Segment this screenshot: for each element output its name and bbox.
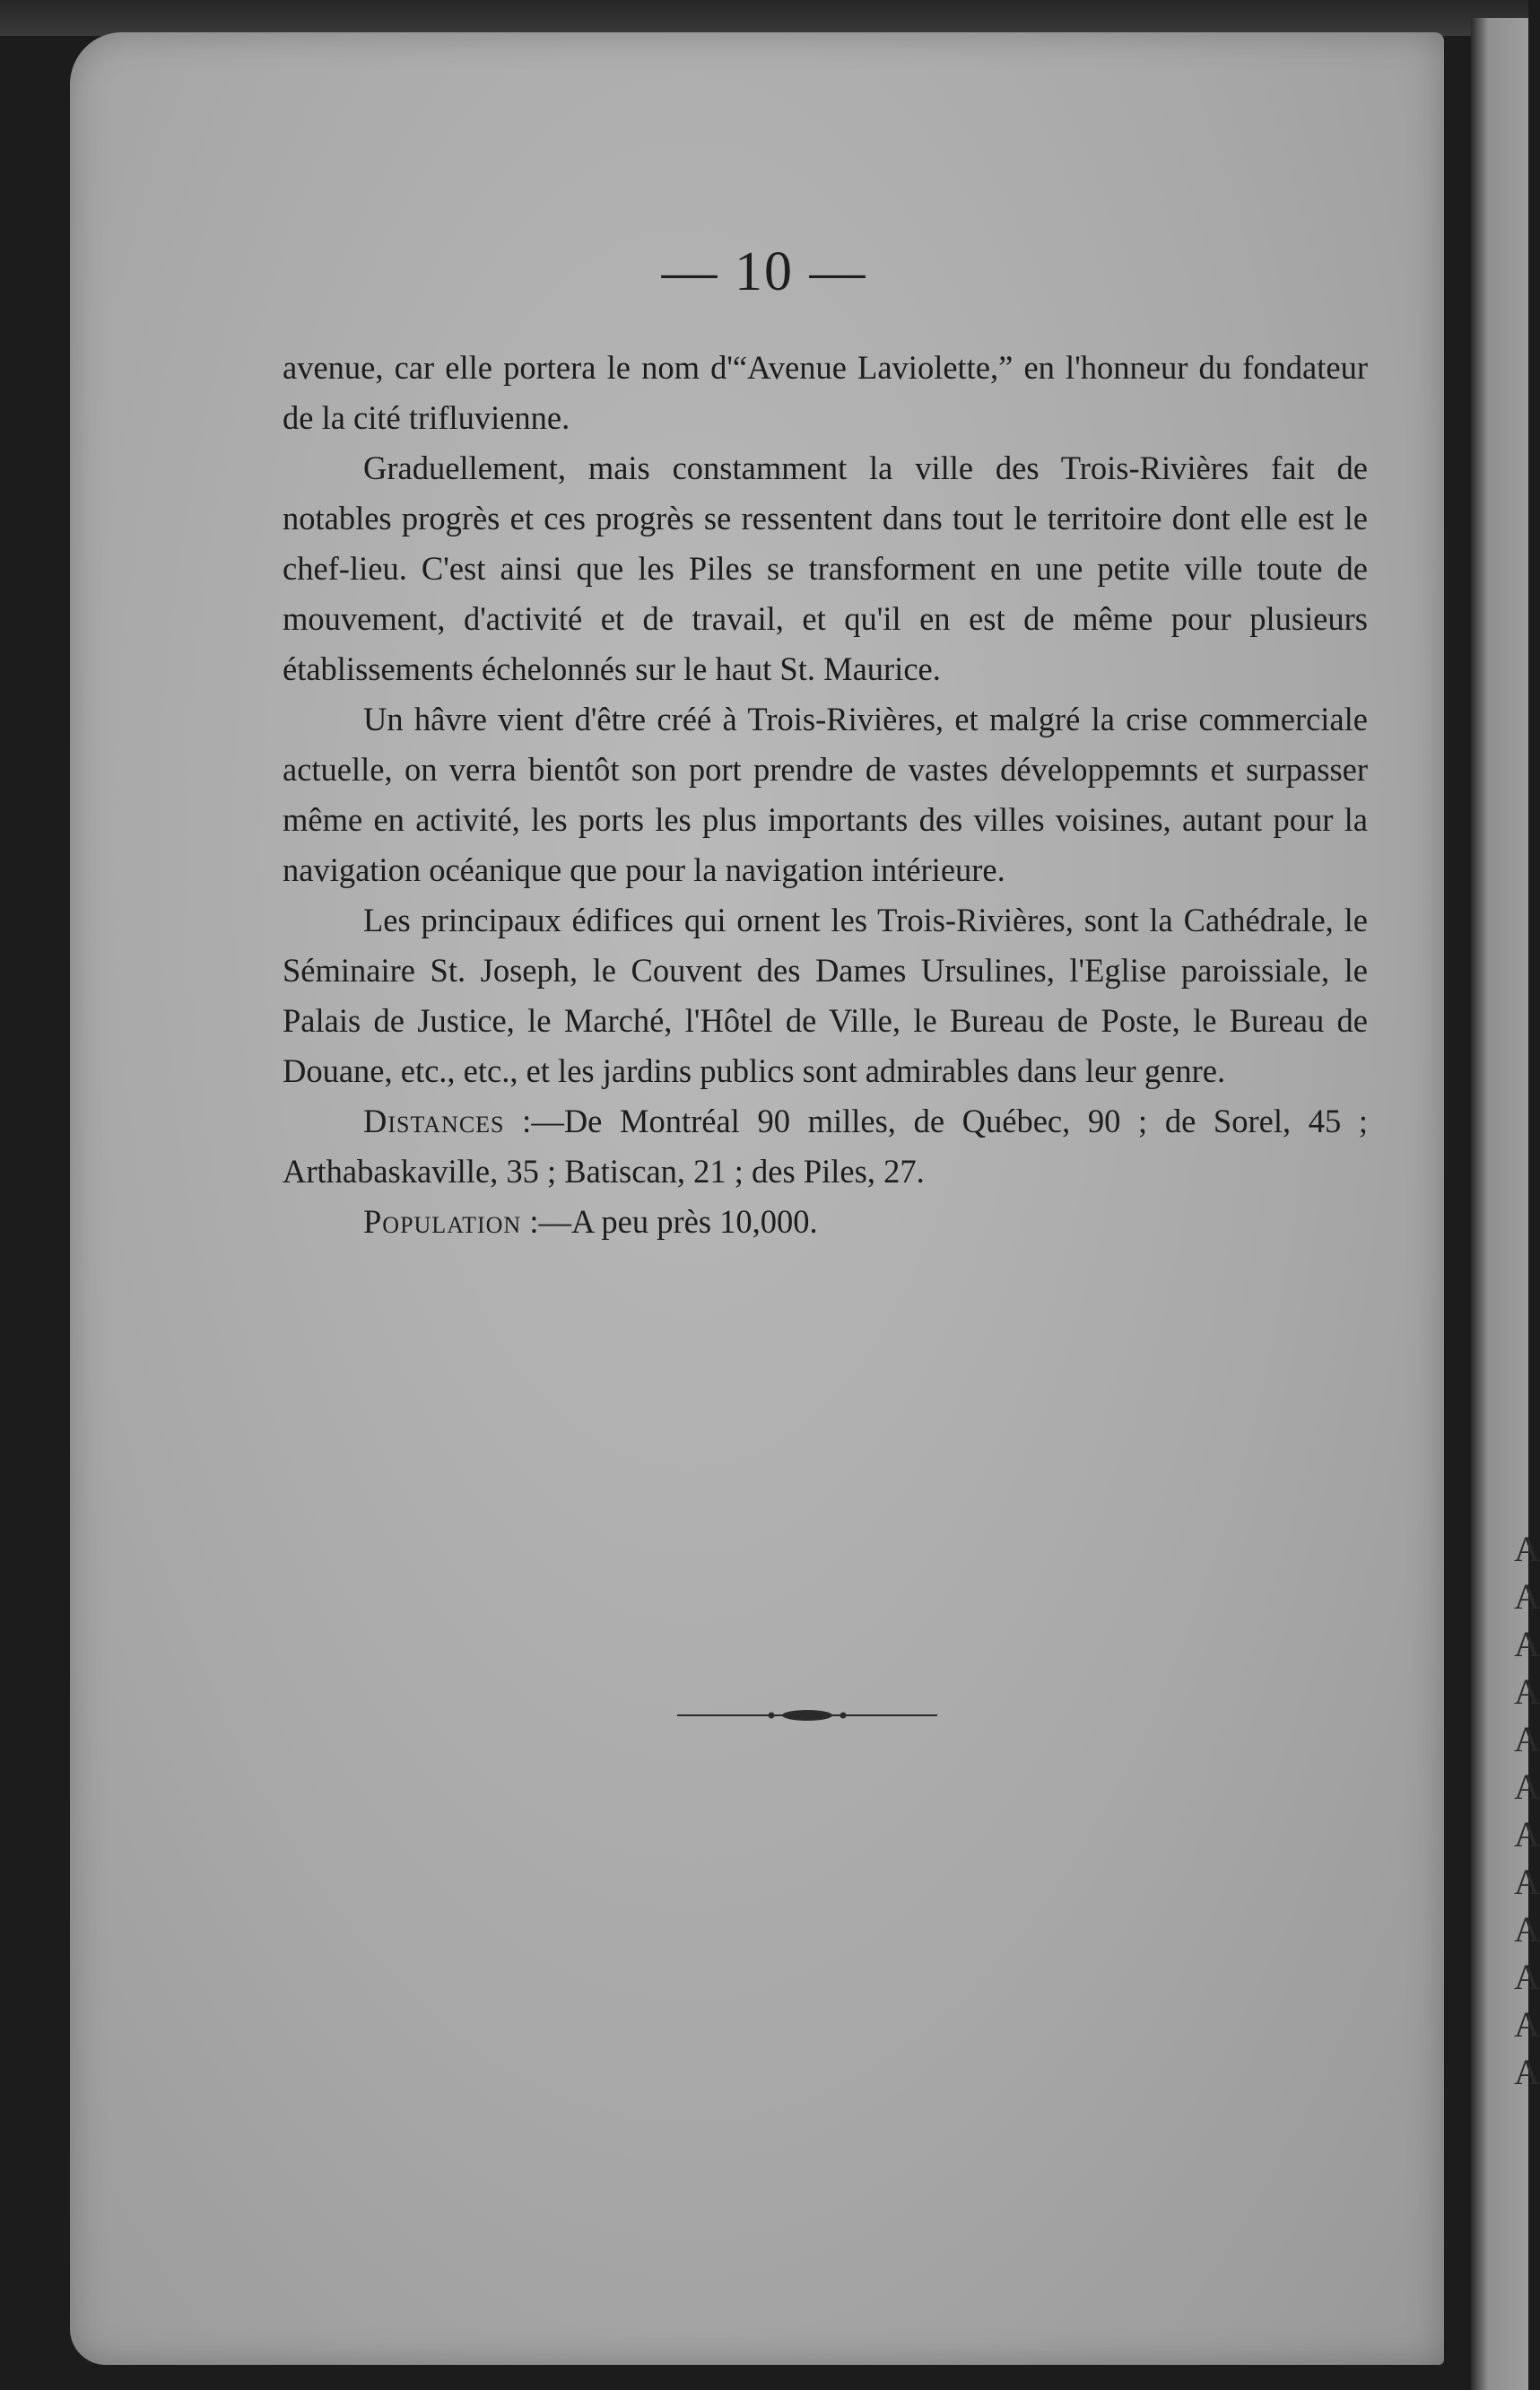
population-label: Population (363, 1203, 522, 1240)
population-paragraph (283, 1197, 1368, 1247)
adjacent-page-letters: A A A A A A A A A A A A (1514, 1529, 1540, 2092)
paragraph-2: Graduellement, mais constamment la ville des Trois-Rivières fait de notables progrès et ces progrès se ressentent dans tout le territoire dont elle est le chef-lieu. C'est ainsi que les Piles se transforment en une petite ville toute de mouvement, d'activité et de travail, et qu'il en est de même pour plusieurs établissements échelonnés sur le haut St. Maurice. (283, 449, 1368, 687)
distances-text: :—De Montréal 90 milles, de Québec, 90 ; de Sorel, 45 ; Arthabaskaville, 35 ; Batiscan, 21 ; des Piles, 27. (283, 1103, 1369, 1190)
population-text: :—A peu près 10,000. (529, 1203, 818, 1240)
paragraph-4: Les principaux édifices qui ornent les Trois-Rivières, sont la Cathédrale, le Séminaire St. Joseph, le Couvent des Dames Ursulines, l'Eglise paroissiale, le Palais de Justice, le Marché, l'Hôtel de Ville, le Bureau de Poste, le Bureau de Douane, etc., etc., et les jardins publics sont admirables dans leur genre. (283, 902, 1368, 1089)
distances-paragraph (283, 1096, 1368, 1197)
page-number: — 10 — (661, 241, 867, 302)
ornamental-rule-icon (677, 1705, 937, 1726)
paragraph-1: avenue, car elle portera le nom d'“Avenue Laviolette,” en l'honneur du fondateur de la cité trifluvienne. (283, 349, 1368, 436)
scanner-top-edge (0, 0, 1528, 36)
distances-label: Distances (363, 1103, 505, 1139)
paragraph-3: Un hâvre vient d'être créé à Trois-Rivières, et malgré la crise commerciale actuelle, on verra bientôt son port prendre de vastes développemnts et surpasser même en activité, les ports les plus importants des villes voisines, autant pour la navigation océanique que pour la navigation intérieure. (283, 701, 1368, 888)
body-text (283, 343, 1368, 1247)
